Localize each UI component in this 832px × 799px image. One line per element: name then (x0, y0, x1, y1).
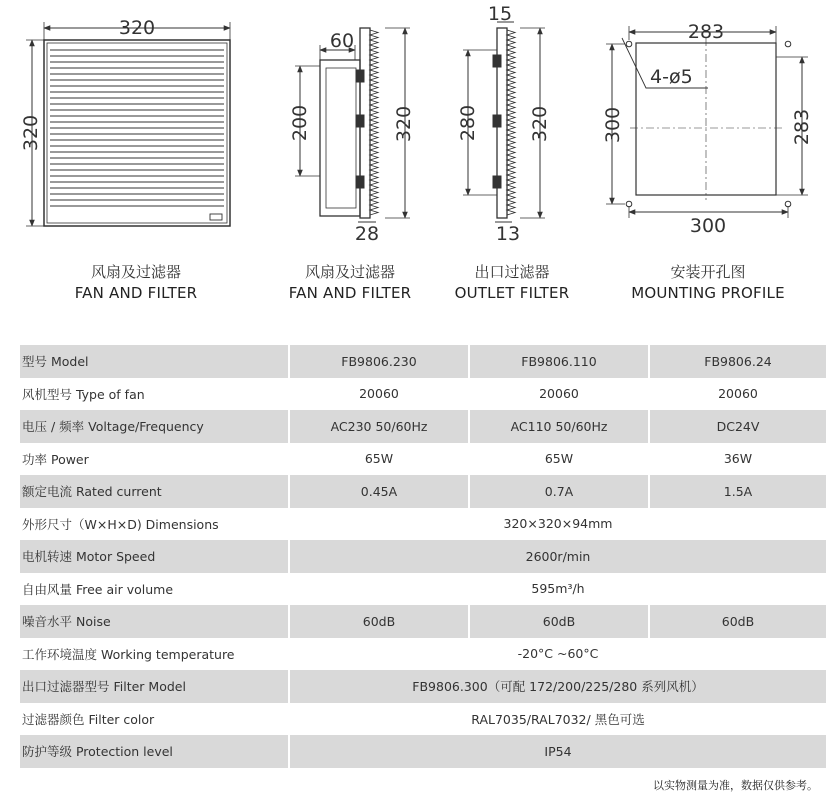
row-label: 噪音水平 Noise (20, 605, 289, 638)
row-value: 65W (469, 443, 649, 476)
row-value: RAL7035/RAL7032/ 黑色可选 (289, 703, 826, 736)
row-label: 功率 Power (20, 443, 289, 476)
dim-front-width: 320 (118, 17, 156, 39)
row-value: DC24V (649, 410, 826, 443)
row-value: 65W (289, 443, 469, 476)
row-label: 防护等级 Protection level (20, 735, 289, 768)
spec-table-body (20, 345, 826, 768)
caption-cn: 出口过滤器 (474, 263, 550, 281)
table-row (20, 475, 826, 508)
row-value: 60dB (469, 605, 649, 638)
dim-mount-hole: 4-ø5 (650, 66, 693, 88)
caption-en: MOUNTING PROFILE (631, 284, 785, 302)
table-row (20, 410, 826, 443)
table-row (20, 638, 826, 671)
row-label: 出口过滤器型号 Filter Model (20, 670, 289, 703)
dim-side-left: 200 (289, 104, 311, 142)
row-label: 工作环境温度 Working temperature (20, 638, 289, 671)
row-label: 风机型号 Type of fan (20, 378, 289, 411)
dim-front-height: 320 (20, 114, 42, 152)
row-value: 20060 (289, 378, 469, 411)
row-value: 595m³/h (289, 573, 826, 606)
row-value: FB9806.230 (289, 345, 469, 378)
table-row (20, 703, 826, 736)
table-row (20, 345, 826, 378)
dim-side-right: 320 (393, 105, 415, 143)
dim-side-top: 60 (329, 30, 355, 52)
caption-outlet-filter (412, 262, 612, 304)
table-row (20, 735, 826, 768)
footnote: 以实物测量为准，数据仅供参考。 (653, 779, 818, 792)
row-value: 20060 (649, 378, 826, 411)
row-value: 1.5A (649, 475, 826, 508)
spec-table (20, 345, 826, 768)
row-value: AC230 50/60Hz (289, 410, 469, 443)
dim-outlet-left: 280 (457, 104, 479, 142)
caption-cn: 风扇及过滤器 (90, 263, 181, 281)
table-row (20, 670, 826, 703)
dim-mount-top: 283 (687, 21, 725, 43)
table-row (20, 378, 826, 411)
row-label: 型号 Model (20, 345, 289, 378)
table-row (20, 605, 826, 638)
caption-fan-filter-front (36, 262, 236, 304)
mounting-profile-view (606, 26, 808, 218)
row-label: 自由风量 Free air volume (20, 573, 289, 606)
row-value: -20°C ~60°C (289, 638, 826, 671)
dim-mount-bottom: 300 (689, 215, 727, 237)
table-row (20, 540, 826, 573)
caption-en: FAN AND FILTER (74, 284, 198, 302)
caption-cn: 安装开孔图 (670, 263, 746, 281)
caption-cn: 风扇及过滤器 (304, 263, 395, 281)
technical-drawings (0, 0, 832, 250)
row-value: 0.45A (289, 475, 469, 508)
row-label: 外形尺寸（W×H×D) Dimensions (20, 508, 289, 541)
fan-filter-front-view (26, 22, 230, 226)
row-value: FB9806.110 (469, 345, 649, 378)
dim-outlet-bottom: 13 (495, 223, 521, 245)
dim-outlet-right: 320 (529, 105, 551, 143)
row-label: 电机转速 Motor Speed (20, 540, 289, 573)
row-value: 20060 (469, 378, 649, 411)
row-value: FB9806.24 (649, 345, 826, 378)
row-value: AC110 50/60Hz (469, 410, 649, 443)
table-row (20, 443, 826, 476)
row-value: 36W (649, 443, 826, 476)
row-value: FB9806.300（可配 172/200/225/280 系列风机） (289, 670, 826, 703)
dim-side-bottom: 28 (354, 223, 380, 245)
table-row (20, 508, 826, 541)
row-value: IP54 (289, 735, 826, 768)
dim-mount-right: 283 (791, 108, 813, 146)
caption-mounting-profile (608, 262, 808, 304)
row-value: 60dB (289, 605, 469, 638)
table-row (20, 573, 826, 606)
row-label: 过滤器颜色 Filter color (20, 703, 289, 736)
row-value: 0.7A (469, 475, 649, 508)
caption-en: FAN AND FILTER (288, 284, 412, 302)
caption-en: OUTLET FILTER (454, 284, 570, 302)
dim-outlet-top: 15 (487, 3, 513, 25)
dim-mount-left: 300 (602, 106, 624, 144)
drawings-svg (0, 0, 832, 250)
row-value: 2600r/min (289, 540, 826, 573)
row-label: 电压 / 频率 Voltage/Frequency (20, 410, 289, 443)
row-value: 320×320×94mm (289, 508, 826, 541)
row-label: 额定电流 Rated current (20, 475, 289, 508)
row-value: 60dB (649, 605, 826, 638)
